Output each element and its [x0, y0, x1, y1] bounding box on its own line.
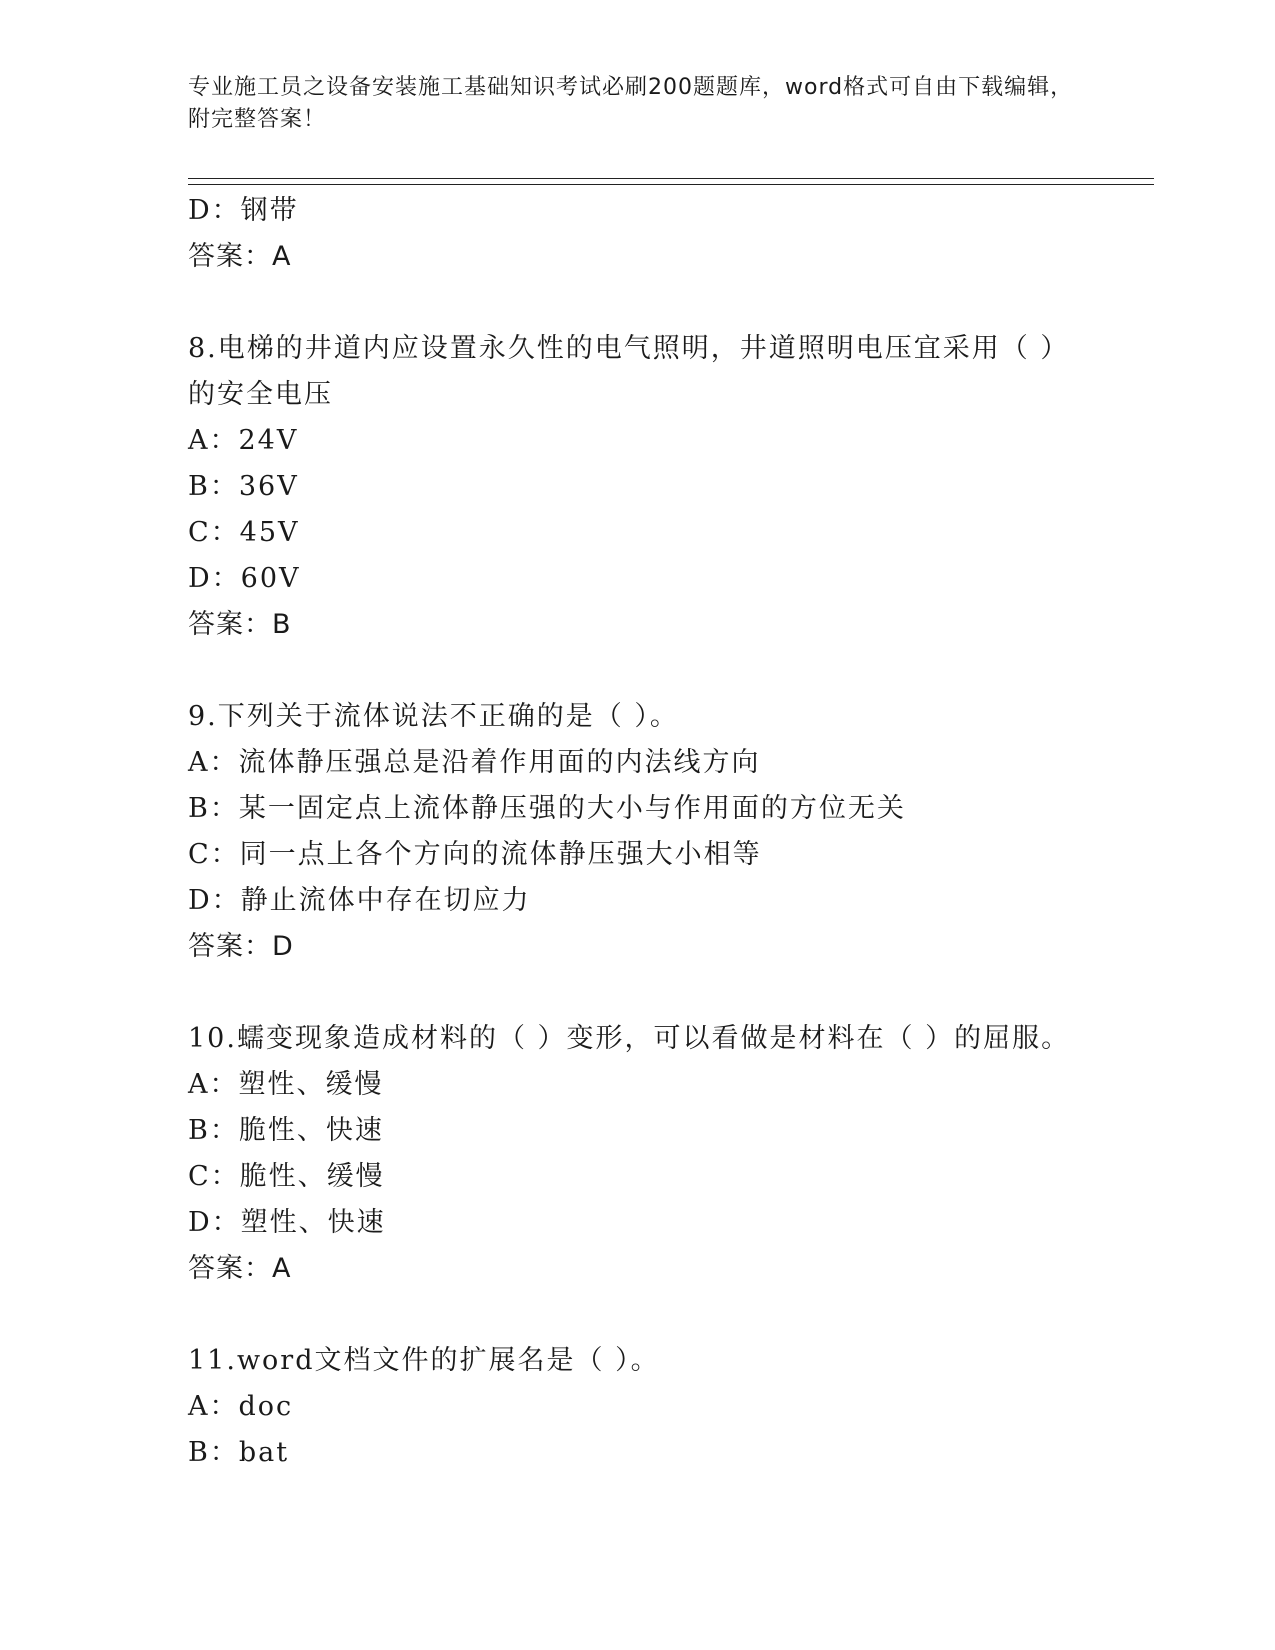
option-line: A：流体静压强总是沿着作用面的内法线方向 [188, 747, 761, 778]
option-line: A：24V [188, 425, 299, 456]
option-line: D：塑性、快速 [188, 1207, 386, 1238]
answer-line: 答案：D [188, 931, 294, 962]
question-text: 8.电梯的井道内应设置永久性的电气照明，井道照明电压宜采用（ ）的安全电压 [188, 333, 1070, 410]
option-line: C：同一点上各个方向的流体静压强大小相等 [188, 839, 762, 870]
option-line: B：36V [188, 471, 299, 502]
spacer [188, 280, 1148, 326]
answer-line: 答案：A [188, 1253, 292, 1284]
option-line: B：某一固定点上流体静压强的大小与作用面的方位无关 [188, 793, 906, 824]
option-line: B：脆性、快速 [188, 1115, 384, 1146]
option-line: A：塑性、缓慢 [188, 1069, 384, 1100]
question-list [188, 188, 1148, 1476]
option-line: B：bat [188, 1437, 290, 1468]
answer-line: 答案：A [188, 241, 292, 272]
spacer [188, 648, 1148, 694]
question-text: 11.word文档文件的扩展名是（ ）。 [188, 1345, 660, 1376]
option-line: C：脆性、缓慢 [188, 1161, 385, 1192]
header-divider-top [188, 178, 1154, 179]
option-line: D：60V [188, 563, 301, 594]
option-line: A：doc [188, 1391, 294, 1422]
spacer [188, 970, 1148, 1016]
option-line: D：钢带 [188, 195, 299, 226]
header-divider-bottom [188, 184, 1154, 185]
question-text: 10.蠕变现象造成材料的（ ）变形，可以看做是材料在（ ）的屈服。 [188, 1023, 1071, 1054]
answer-line: 答案：B [188, 609, 292, 640]
question-text: 9.下列关于流体说法不正确的是（ ）。 [188, 701, 679, 732]
option-line: C：45V [188, 517, 300, 548]
option-line: D：静止流体中存在切应力 [188, 885, 531, 916]
spacer [188, 1292, 1148, 1338]
page-header-title: 专业施工员之设备安装施工基础知识考试必刷200题题库，word格式可自由下载编辑，附完整答案！ [188, 75, 1074, 132]
